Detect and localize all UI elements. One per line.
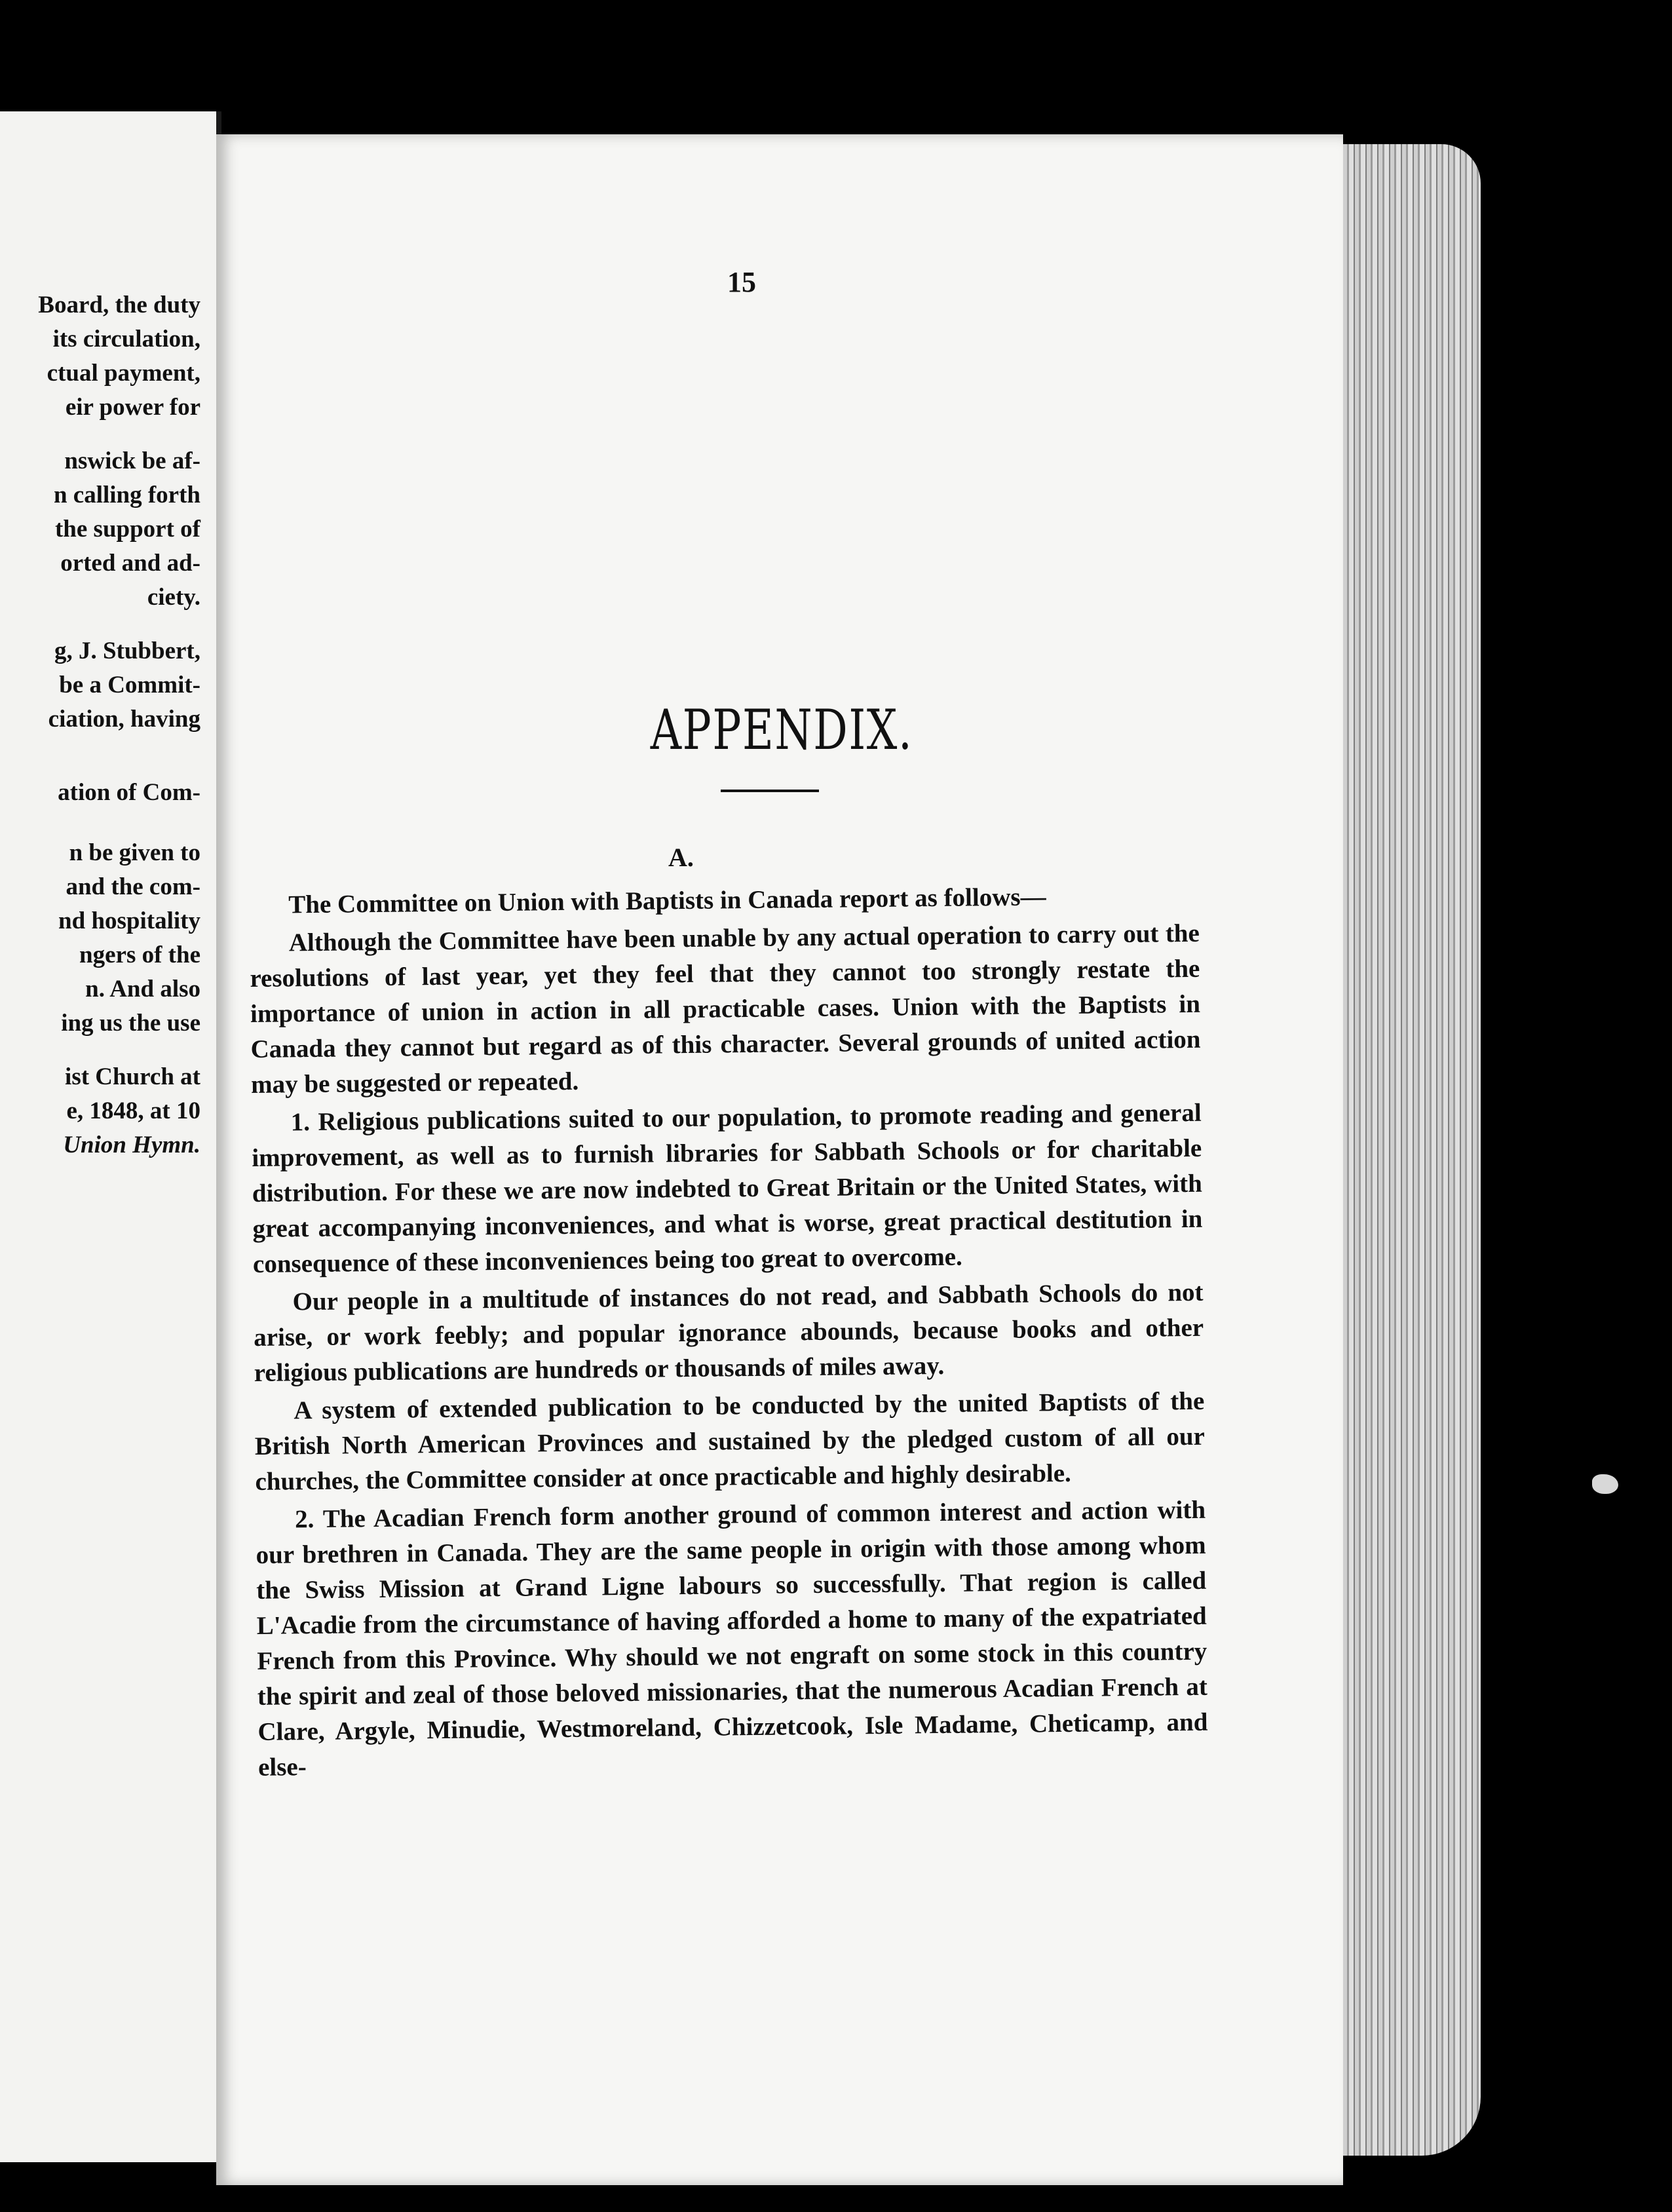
left-line: g, J. Stubbert, xyxy=(54,638,200,664)
left-line: the support of xyxy=(54,516,200,543)
appendix-title: APPENDIX. xyxy=(650,698,913,762)
left-line: nswick be af- xyxy=(64,448,200,474)
paragraph: Although the Committee have been unable by any actual operation to carry out the resolutions of last year, yet they feel that they cannot too strongly restate the importance of union in action in all practicable cases. Union with the Baptists in Canada they cannot but regard as of this character. Several grounds of united action may be suggested or repeated. xyxy=(250,919,1201,1099)
left-line: its circulation, xyxy=(52,326,200,353)
book-page xyxy=(216,134,1343,2185)
paragraph: 2. The Acadian French form another ground of common interest and action with our brethren in Canada. They are the same people in origin with those among whom the Swiss Mission at Grand Ligne labours so successfully. That region is called L'Acadie from the circumstance of having afforded a home to many of the expatriated French from this Province. Why should we not engraft on some stock in this country the spirit and zeal of those beloved missionaries, that the numerous Acadian French at Clare, Argyle, Minudie, Westmoreland, Chizzetcook, Isle Madame, Cheticamp, and else- xyxy=(256,1495,1208,1782)
left-line: ctual payment, xyxy=(47,360,200,387)
left-line: eir power for xyxy=(65,394,200,421)
left-line: ist Church at xyxy=(65,1063,200,1090)
left-line: ciation, having xyxy=(48,706,200,733)
left-line: ciety. xyxy=(147,584,200,611)
paragraph: 1. Religious publications suited to our population, to promote reading and general improvement, as well as to furnish libraries for Sabbath Schools or for charitable distribution. For these we are now indebted to Great Britain or the United States, with great accompanying inconveniences, and what is worse, great practical destitution in consequence of these inconveniences being too great to overcome. xyxy=(252,1098,1203,1278)
previous-page-fragment xyxy=(0,111,221,2162)
left-line xyxy=(0,1128,200,1162)
left-line: ngers of the xyxy=(79,942,200,968)
left-line: Board, the duty xyxy=(38,292,200,318)
left-line: n be given to xyxy=(69,839,200,866)
paragraph: The Committee on Union with Baptists in Canada report as follows— xyxy=(288,883,1046,919)
left-line: nd hospitality xyxy=(58,907,200,934)
paper-smudge xyxy=(1592,1474,1618,1494)
left-line: e, 1848, at 10 xyxy=(66,1097,200,1124)
left-line: ation of Com- xyxy=(58,779,200,806)
previous-page-text xyxy=(0,288,200,1162)
section-letter: A. xyxy=(668,843,694,872)
left-line: ing us the use xyxy=(61,1010,200,1037)
paper-edge-curve xyxy=(1494,0,1672,463)
left-line: n. And also xyxy=(85,976,200,1002)
left-line: be a Commit- xyxy=(59,672,200,698)
appendix-body xyxy=(249,878,1208,1785)
page-number: 15 xyxy=(727,266,756,298)
left-line-italic: Union Hymn. xyxy=(63,1132,200,1158)
left-line: and the com- xyxy=(66,873,200,900)
paragraph: Our people in a multitude of instances do not read, and Sabbath Schools do not arise, or work feebly; and popular ignorance abounds, because books and other religious publications are hundreds or thousands of miles away. xyxy=(253,1278,1204,1387)
paragraph: A system of extended publication to be conducted by the united Baptists of the British North American Provinces and sustained by the pledged custom of all our churches, the Committee consider at once practicable and highly desirable. xyxy=(254,1386,1206,1496)
title-rule xyxy=(721,790,819,792)
left-line: n calling forth xyxy=(53,482,200,508)
left-line: orted and ad- xyxy=(60,550,200,577)
